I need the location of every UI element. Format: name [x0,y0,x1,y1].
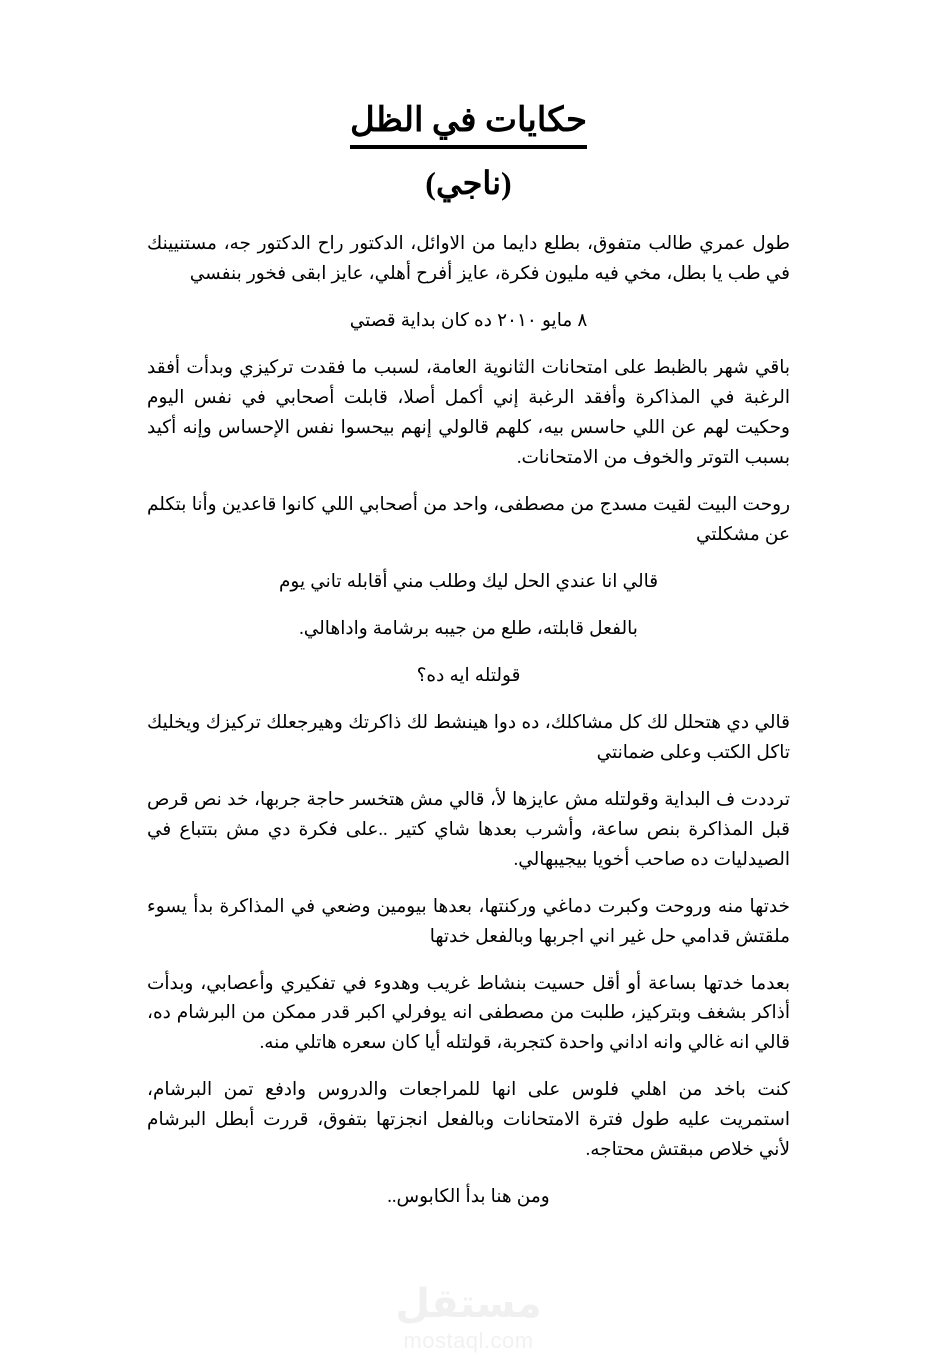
watermark-brand: مستقل [395,1281,542,1327]
paragraph: روحت البيت لقيت مسدج من مصطفى، واحد من أصحابي اللي كانوا قاعدين وأنا بتكلم عن مشكلتي [147,494,790,545]
watermark [0,1281,937,1354]
watermark-url: mostaql.com [403,1328,534,1353]
paragraph: كنت باخد من اهلي فلوس على انها للمراجعات والدروس وادفع تمن البرشام، استمريت عليه طول فترة الامتحانات وبالفعل انجزتها بتفوق، قررت أبطل البرشام لأني خلاص مبقتش محتاجه. [147,1080,790,1161]
paragraph: قولتله ايه ده؟ [416,665,521,686]
paragraph: طول عمري طالب متفوق، بطلع دايما من الاوائل، الدكتور راح الدكتور جه، مستنيينك في طب يا بطل، مخي فيه مليون فكرة، عايز أفرح أهلي، عايز ابقى فخور بنفسي [147,234,790,285]
paragraph: خدتها منه وروحت وكبرت دماغي وركنتها، بعدها بيومين وضعي في المذاكرة بدأ يسوء ملقتش قدامي حل غير اني اجربها وبالفعل خدتها [147,896,790,947]
paragraph: باقي شهر بالظبط على امتحانات الثانوية العامة، لسبب ما فقدت تركيزي وبدأت أفقد الرغبة في المذاكرة وأفقد الرغبة إني أكمل أصلا، قابلت أصحابي في نفس اليوم وحكيت لهم عن اللي حاسس بيه، كلهم قالولي إنهم بيحسوا نفس الإحساس وإنه أكيد بسبب التوتر والخوف من الامتحانات. [147,358,790,468]
paragraph: بعدما خدتها بساعة أو أقل حسيت بنشاط غريب وهدوء في تفكيري وأعصابي، وبدأت أذاكر بشغف وبتركيز، طلبت من مصطفى انه يوفرلي اكبر قدر ممكن من البرشام ده، قالي انه غالي وانه اداني واحدة كتجربة، قولتله أيا كان سعره هاتلي منه. [147,973,790,1054]
paragraph: ومن هنا بدأ الكابوس.. [387,1187,550,1208]
page-title [147,100,790,149]
paragraph: ترددت ف البداية وقولتله مش عايزها لأ، قالي مش هتخسر حاجة جربها، خد نص قرص قبل المذاكرة بنص ساعة، وأشرب بعدها شاي كتير ..على فكرة دي مش بتتباع في الصيدليات ده صاحب أخويا بيجيبهالي. [147,789,790,870]
page-subtitle: (ناجي) [425,164,512,201]
paragraph: قالي دي هتحلل لك كل مشاكلك، ده دوا هينشط لك ذاكرتك وهيرجعلك تركيزك ويخليك تاكل الكتب وعلى ضمانتي [147,712,790,763]
paragraph: قالي انا عندي الحل ليك وطلب مني أقابله تاني يوم [278,571,659,592]
paragraph: بالفعل قابلته، طلع من جيبه برشامة واداهالي. [299,618,638,639]
page-title-text: حكايات في الظل [350,100,587,149]
paragraph: ٨ مايو ٢٠١٠ ده كان بداية قصتي [349,311,588,332]
paragraph-list [147,230,790,1213]
